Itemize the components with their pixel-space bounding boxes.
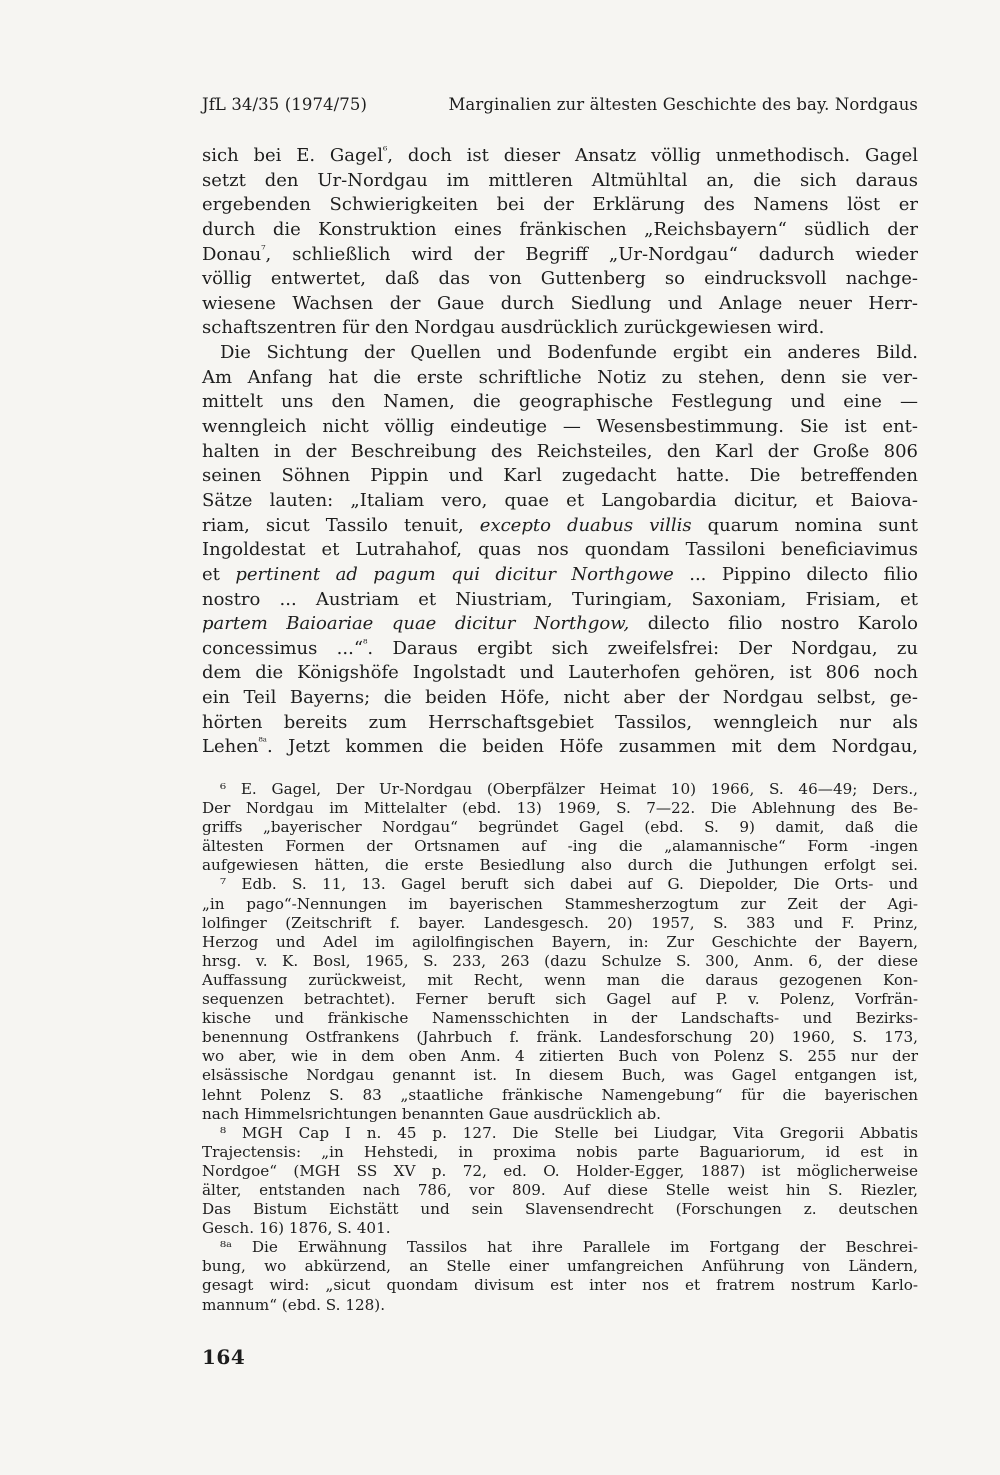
footnote-line: griffs „bayerischer Nordgau“ begründet Gagel (ebd. S. 9) damit, daß die bbox=[202, 818, 918, 837]
footnote-line: ⁶ E. Gagel, Der Ur-Nordgau (Oberpfälzer Heimat 10) 1966, S. 46—49; Ders., bbox=[220, 780, 918, 798]
footnote-line: aufgewiesen hätten, die erste Besiedlung also durch die Juthungen erfolgt sei. bbox=[202, 856, 918, 875]
footnote-line: Nordgoe“ (MGH SS XV p. 72, ed. O. Holder-Egger, 1887) ist möglicherweise bbox=[202, 1161, 918, 1180]
body-line: Lehen$^{^8ᵃ}$. Jetzt kommen die beiden Höfe zusammen mit dem Nordgau, bbox=[202, 735, 918, 758]
body-line: wiesene Wachsen der Gaue durch Siedlung und Anlage neuer Herr- bbox=[202, 292, 918, 314]
body-line: nostro ... Austriam et Niustriam, Turingiam, Saxoniam, Frisiam, et bbox=[202, 588, 918, 610]
body-line: dem die Königshöfe Ingolstadt und Lauterhofen gehören, ist 806 noch bbox=[202, 662, 918, 684]
footnote-line: wo aber, wie in dem oben Anm. 4 zitierten Buch von Polenz S. 255 nur der bbox=[202, 1047, 918, 1066]
footnote-ref-7: ⁷ bbox=[261, 242, 266, 256]
body-line: Ingoldestat et Lutrahahof, quas nos quondam Tassiloni beneficiavimus bbox=[202, 539, 918, 561]
body-line: et pertinent ad pagum qui dicitur Northgowe ... Pippino dilecto filio bbox=[202, 563, 918, 585]
running-header bbox=[202, 95, 918, 114]
body-line: Sätze lauten: „Italiam vero, quae et Langobardia dicitur, et Baiova- bbox=[202, 489, 918, 511]
body-line: durch die Konstruktion eines fränkischen „Reichsbayern“ südlich der bbox=[202, 218, 918, 240]
italic-quote: partem Baioariae quae dicitur Northgow, bbox=[202, 613, 630, 635]
footnote-line: ⁸ᵃ Die Erwähnung Tassilos hat ihre Parallele im Fortgang der Beschrei- bbox=[220, 1238, 918, 1257]
header-title: Marginalien zur ältesten Geschichte des bay. Nordgaus bbox=[448, 95, 918, 114]
footnote-line: „in pago“-Nennungen im bayerischen Stammesherzogtum zur Zeit der Agi- bbox=[202, 894, 918, 913]
body-line: sich bei E. Gagel$^{^6}$, doch ist dieser Ansatz völlig unmethodisch. Gagel bbox=[202, 144, 919, 166]
footnote-line: ältesten Formen der Ortsnamen auf -ing die „alamannische“ Form -ingen bbox=[202, 837, 918, 856]
body-line: concessimus ...“$^{^8}$. Daraus ergibt sich zweifelsfrei: Der Nordgau, zu bbox=[202, 636, 918, 659]
footnote-line: mannum“ (ebd. S. 128). bbox=[202, 1295, 386, 1314]
footnote-line: Herzog und Adel im agilolfingischen Bayern, in: Zur Geschichte der Bayern, bbox=[202, 932, 918, 951]
body-line: halten in der Beschreibung des Reichsteiles, den Karl der Große 806 bbox=[202, 440, 918, 462]
body-line: Am Anfang hat die erste schriftliche Notiz zu stehen, denn sie ver- bbox=[202, 366, 918, 388]
italic-quote: excepto duabus villis bbox=[479, 514, 692, 536]
body-line: seinen Söhnen Pippin und Karl zugedacht hatte. Die betreffenden bbox=[202, 465, 918, 487]
body-line: partem Baioariae quae dicitur Northgow, dilecto filio nostro Karolo bbox=[202, 613, 918, 635]
footnote-ref-8a: ⁸ᵃ bbox=[258, 735, 267, 749]
body-line: mittelt uns den Namen, die geographische Festlegung und eine — bbox=[202, 391, 918, 413]
footnote-line: benennung Ostfrankens (Jahrbuch f. fränk. Landesforschung 20) 1960, S. 173, bbox=[202, 1028, 918, 1047]
footnote-line: kische und fränkische Namensschichten in der Landschafts- und Bezirks- bbox=[202, 1009, 918, 1028]
body-line: Donau$^{^7}$, schließlich wird der Begriff „Ur-Nordgau“ dadurch wieder bbox=[202, 242, 918, 265]
footnote-line: Das Bistum Eichstätt und sein Slavensendrecht (Forschungen z. deutschen bbox=[202, 1200, 918, 1219]
footnote-line: bung, wo abkürzend, an Stelle einer umfangreichen Anführung von Ländern, bbox=[202, 1257, 918, 1276]
italic-quote: pertinent ad pagum qui dicitur Northgowe bbox=[235, 563, 674, 585]
body-line: ergebenden Schwierigkeiten bei der Erklärung des Namens löst er bbox=[202, 194, 918, 216]
footnote-line: elsässische Nordgau genannt ist. In diesem Buch, was Gagel entgangen ist, bbox=[202, 1066, 918, 1085]
body-line: völlig entwertet, daß das von Guttenberg so eindrucksvoll nachge- bbox=[202, 268, 918, 290]
header-journal: JfL 34/35 (1974/75) bbox=[202, 95, 368, 114]
footnote-ref-8: ⁸ bbox=[363, 636, 368, 650]
footnote-line: gesagt wird: „sicut quondam divisum est inter nos et fratrem nostrum Karlo- bbox=[202, 1276, 918, 1295]
footnote-ref-6: ⁶ bbox=[382, 144, 388, 157]
footnote-line: hrsg. v. K. Bosl, 1965, S. 233, 263 (dazu Schulze S. 300, Anm. 6, der diese bbox=[202, 951, 918, 970]
footnote-line: Gesch. 16) 1876, S. 401. bbox=[202, 1219, 391, 1238]
footnotes bbox=[202, 780, 918, 1315]
footnote-line: älter, entstanden nach 786, vor 809. Auf diese Stelle weist hin S. Riezler, bbox=[202, 1180, 918, 1199]
footnote-line: ⁷ Edb. S. 11, 13. Gagel beruft sich dabei auf G. Diepolder, Die Orts- und bbox=[220, 875, 918, 894]
body-text bbox=[202, 144, 918, 760]
footnote-line: sequenzen betrachtet). Ferner beruft sich Gagel auf P. v. Polenz, Vorfrän- bbox=[202, 990, 918, 1009]
footnote-line: nach Himmelsrichtungen benannten Gaue ausdrücklich ab. bbox=[202, 1104, 662, 1123]
footnote-line: ⁸ MGH Cap I n. 45 p. 127. Die Stelle bei Liudgar, Vita Gregorii Abbatis bbox=[220, 1123, 918, 1142]
body-line: Die Sichtung der Quellen und Bodenfunde ergibt ein anderes Bild. bbox=[220, 342, 918, 364]
body-line: ein Teil Bayerns; die beiden Höfe, nicht aber der Nordgau selbst, ge- bbox=[202, 687, 918, 709]
page-number: 164 bbox=[202, 1345, 246, 1369]
footnote-line: lehnt Polenz S. 83 „staatliche fränkische Namengebung“ für die bayerischen bbox=[202, 1085, 918, 1104]
body-line: schaftszentren für den Nordgau ausdrücklich zurückgewiesen wird. bbox=[202, 317, 825, 339]
body-line: riam, sicut Tassilo tenuit, excepto duabus villis quarum nomina sunt bbox=[202, 514, 918, 536]
footnote-line: lolfinger (Zeitschrift f. bayer. Landesgesch. 20) 1957, S. 383 und F. Prinz, bbox=[202, 913, 918, 932]
body-line: wenngleich nicht völlig eindeutige — Wesensbestimmung. Sie ist ent- bbox=[202, 416, 918, 438]
footnote-line: Auffassung zurückweist, mit Recht, wenn man die daraus gezogenen Kon- bbox=[202, 970, 918, 989]
footnote-line: Trajectensis: „in Hehstedi, in proxima nobis parte Baguariorum, id est in bbox=[202, 1142, 918, 1161]
body-line: setzt den Ur-Nordgau im mittleren Altmühltal an, die sich daraus bbox=[202, 169, 918, 191]
footnote-line: Der Nordgau im Mittelalter (ebd. 13) 1969, S. 7—22. Die Ablehnung des Be- bbox=[202, 799, 918, 818]
body-line: hörten bereits zum Herrschaftsgebiet Tassilos, wenngleich nur als bbox=[202, 711, 918, 733]
